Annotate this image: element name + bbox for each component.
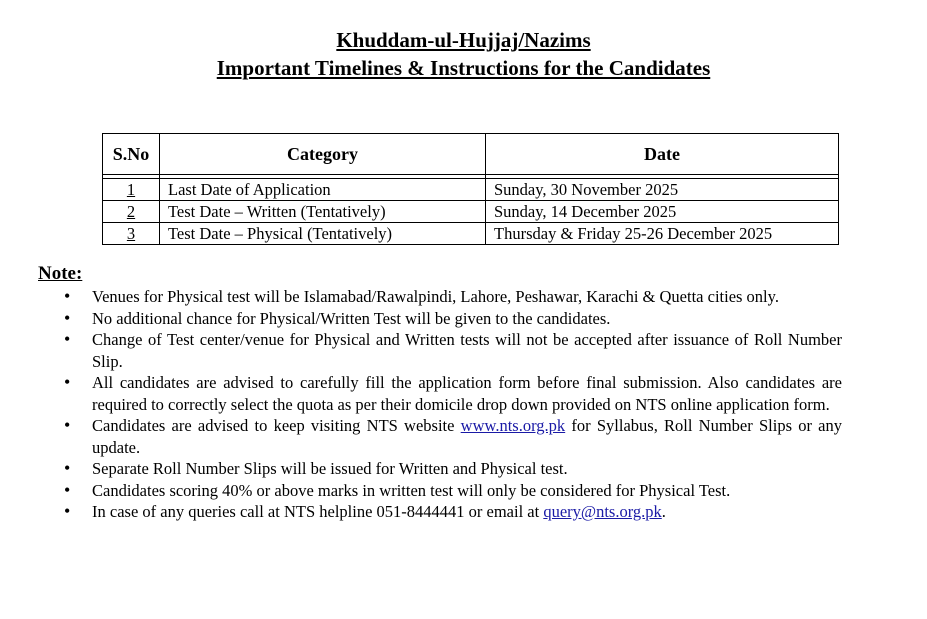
note-item [62,308,842,330]
note-text: In case of any queries call at NTS helpline 051-8444441 or email at [92,502,544,521]
table-header-row [103,134,839,175]
table-row [103,223,839,245]
note-item [62,329,842,372]
row-category: Test Date – Written (Tentatively) [160,201,486,223]
row-sno: 1 [103,179,160,201]
header-category: Category [160,134,486,175]
note-text: for Syllabus, Roll Number Slips or any update. [92,416,842,457]
document-title: Khuddam-ul-Hujjaj/Nazims [336,28,591,52]
note-text: Candidates scoring 40% or above marks in written test will only be considered for Physical Test. [92,480,731,500]
row-date: Sunday, 14 December 2025 [486,201,839,223]
note-text: Venues for Physical test will be Islamabad/Rawalpindi, Lahore, Peshawar, Karachi & Quetta cities only. [92,287,779,306]
row-sno: 2 [103,201,160,223]
row-sno: 3 [103,223,160,245]
note-item [62,372,842,415]
table-row [103,179,839,201]
note-item [62,501,842,523]
note-item [62,458,842,480]
note-text: . [661,502,666,521]
row-category: Last Date of Application [160,179,486,201]
row-date: Sunday, 30 November 2025 [486,179,839,201]
note-text: Separate Roll Number Slips will be issued for Written and Physical test. [92,459,568,478]
document-subtitle: Important Timelines & Instructions for the Candidates [216,56,711,80]
note-text: Candidates are advised to keep visiting NTS website [92,416,461,435]
note-text: No additional chance for Physical/Written Test will be given to the candidates. [92,308,611,328]
query-email-link[interactable]: query@nts.org.pk [543,502,662,521]
note-text: All candidates are advised to carefully fill the application form before final submission. Also candidates are required to correctly select the quota as per their domicile drop down provided on NTS online application form. [92,373,842,414]
note-label: Note: [38,263,83,284]
note-item [62,480,842,502]
row-date: Thursday & Friday 25-26 December 2025 [486,223,839,245]
note-item [62,286,842,308]
header-sno: S.No [103,134,160,175]
notes-list [62,286,842,523]
row-category: Test Date – Physical (Tentatively) [160,223,486,245]
nts-website-link[interactable]: www.nts.org.pk [460,416,566,435]
timeline-table [102,133,839,245]
header-date: Date [486,134,839,175]
note-text: Change of Test center/venue for Physical and Written tests will not be accepted after issuance of Roll Number Slip. [92,330,842,371]
table-row [103,201,839,223]
note-item [62,415,842,458]
